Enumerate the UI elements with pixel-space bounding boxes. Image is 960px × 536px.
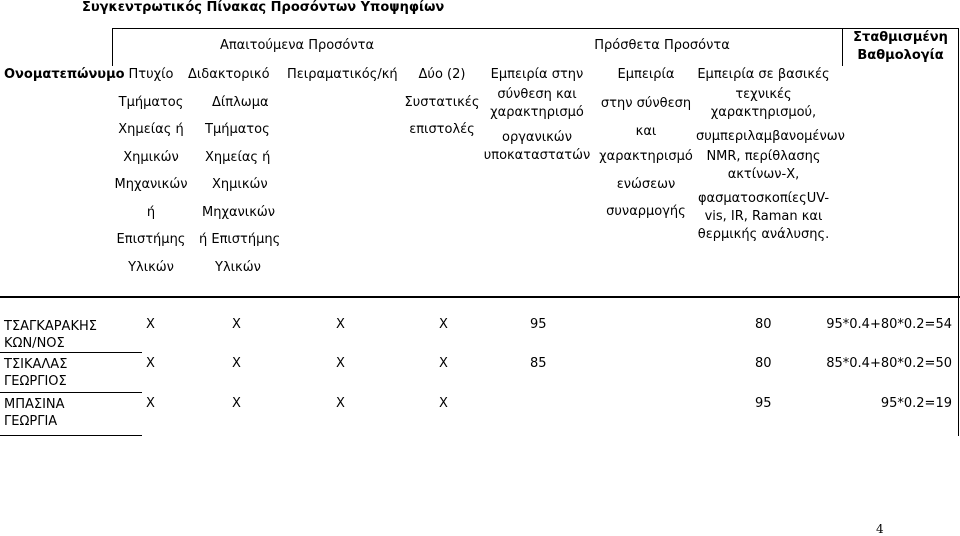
cell-exp-techniques: 80	[755, 356, 772, 371]
cell-lab: X	[336, 356, 345, 371]
cell-degree: X	[146, 396, 155, 411]
table-right-border	[958, 28, 959, 436]
col-header-exp-coordination: στην σύνθεση και χαρακτηρισμό ενώσεων συναρμογής	[599, 96, 693, 219]
col-header-exp-techniques: τεχνικές χαρακτηρισμού, συμπεριλαμβανομένων NMR, περίθλασης ακτίνων-X, φασματοσκοπίεςUV- vis, IR, Raman και θερμικής ανάλυσης.	[696, 87, 845, 242]
col-header-phd: Διδακτορικό Δίπλωμα Τμήματος Χημείας ή Χημικών Μηχανικών ή Επιστήμης Υλικών	[188, 67, 281, 275]
cell-weighted-score: 85*0.4+80*0.2=50	[826, 356, 952, 371]
cell-degree: X	[146, 356, 155, 371]
table-row-name: ΤΣΑΓΚΑΡΑΚΗΣ ΚΩΝ/ΝΟΣ	[4, 319, 97, 351]
cell-letters: X	[439, 317, 448, 332]
row-divider	[0, 392, 142, 393]
col-header-exp-synthesis: σύνθεση και χαρακτηρισμό οργανικών υποκαταστατών	[483, 87, 591, 163]
cell-degree: X	[146, 317, 155, 332]
col-header-name: Ονοματεπώνυμο	[4, 67, 125, 82]
table-row-name: ΜΠΑΣΙΝΑ ΓΕΩΡΓΙΑ	[4, 397, 65, 429]
cell-phd: X	[232, 317, 241, 332]
row-divider	[0, 435, 142, 436]
row-divider	[0, 352, 142, 353]
col-header-letters: Δύο (2) Συστατικές επιστολές	[404, 67, 480, 137]
cell-exp-techniques: 80	[755, 317, 772, 332]
col-header-exp-coordination-title: Εμπειρία	[617, 67, 675, 82]
page-title: Συγκεντρωτικός Πίνακας Προσόντων Υποψηφίων	[82, 0, 445, 15]
additional-qualifications-header: Πρόσθετα Προσόντα	[594, 38, 730, 53]
cell-weighted-score: 95*0.2=19	[880, 396, 952, 411]
table-top-border	[112, 28, 959, 29]
cell-letters: X	[439, 396, 448, 411]
required-qualifications-header: Απαιτούμενα Προσόντα	[219, 38, 375, 53]
page-number: 4	[876, 522, 884, 536]
table-row-name: ΤΣΙΚΑΛΑΣ ΓΕΩΡΓΙΟΣ	[4, 357, 68, 389]
cell-lab: X	[336, 396, 345, 411]
col-header-lab: Πειραματικός/κή	[287, 67, 398, 82]
cell-letters: X	[439, 356, 448, 371]
col-header-exp-techniques-title: Εμπειρία σε βασικές	[697, 67, 830, 82]
cell-exp-techniques: 95	[755, 396, 772, 411]
cell-weighted-score: 95*0.4+80*0.2=54	[826, 317, 952, 332]
cell-exp-synthesis: 85	[530, 356, 547, 371]
cell-phd: X	[232, 356, 241, 371]
weighted-score-header: Σταθμισμένη Βαθμολογία	[853, 30, 948, 63]
col-header-exp-synthesis-title: Εμπειρία στην	[490, 67, 584, 82]
header-bottom-border	[0, 296, 960, 298]
cell-phd: X	[232, 396, 241, 411]
col-header-degree: Πτυχίο Τμήματος Χημείας ή Χημικών Μηχανικών ή Επιστήμης Υλικών	[114, 67, 188, 275]
cell-lab: X	[336, 317, 345, 332]
cell-exp-synthesis: 95	[530, 317, 547, 332]
